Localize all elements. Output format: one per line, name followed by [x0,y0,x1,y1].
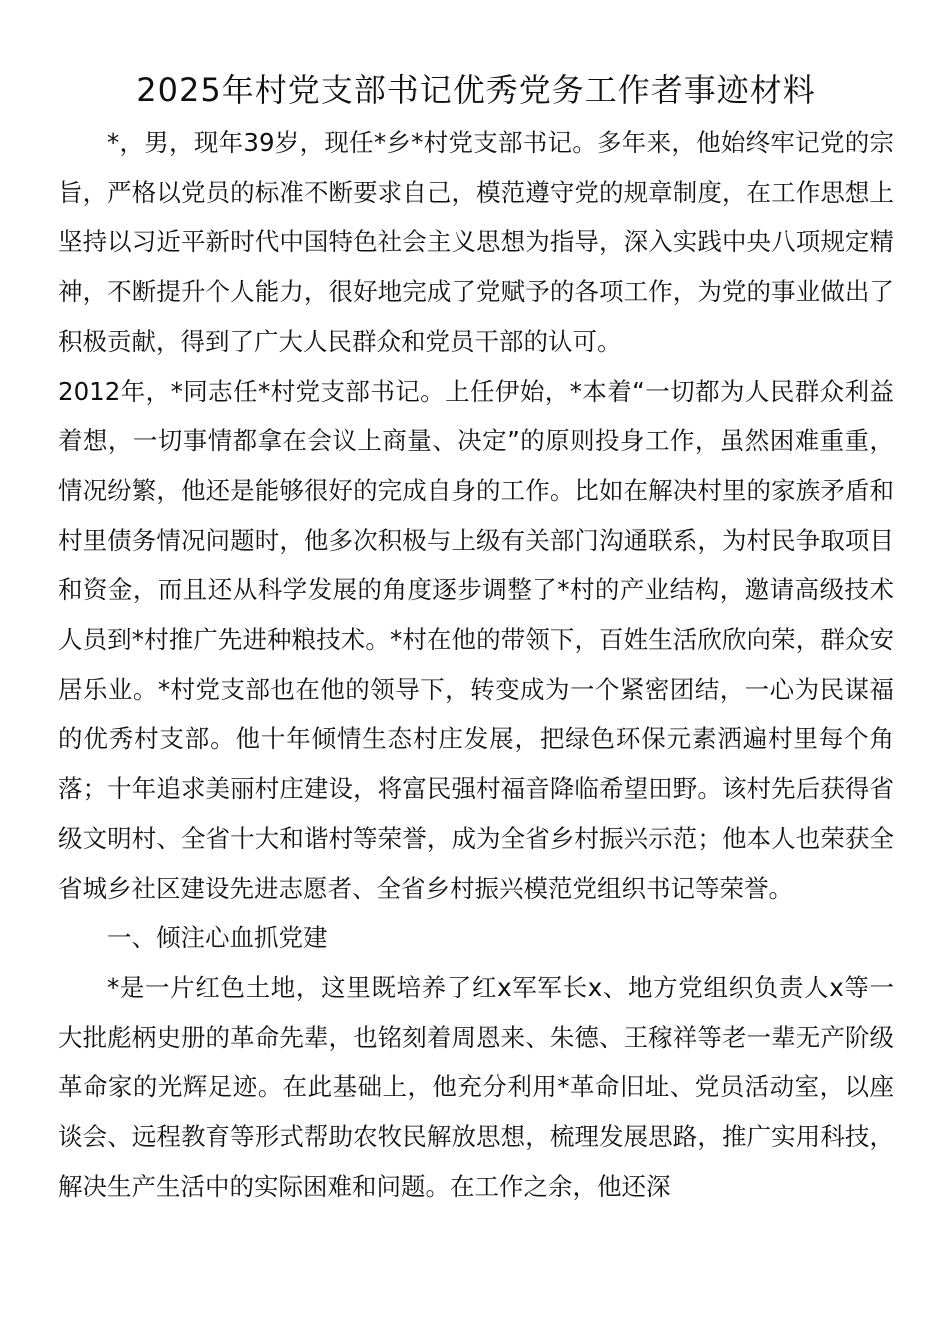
paragraph-intro: *，男，现年39岁，现任*乡*村党支部书记。多年来，他始终牢记党的宗旨，严格以党员的标准不断要求自己，模范遵守党的规章制度，在工作思想上坚持以习近平新时代中国特色社会主义思想为指导，深入实践中央八项规定精神，不断提升个人能力，很好地完成了党赋予的各项工作，为党的事业做出了积极贡献，得到了广大人民群众和党员干部的认可。 [58,128,894,356]
document-title: 2025年村党支部书记优秀党务工作者事迹材料 [136,71,816,109]
document-page [58,64,894,1211]
section-heading-party-building: 一、倾注心血抓党建 [107,923,328,953]
paragraph-red-land: *是一片红色土地，这里既培养了红x军军长x、地方党组织负责人x等一大批彪柄史册的革命先辈，也铭刻着周恩来、朱德、王稼祥等老一辈无产阶级革命家的光辉足迹。在此基础上，他充分利用*革命旧址、党员活动室，以座谈会、远程教育等形式帮助农牧民解放思想，梳理发展思路，推广实用科技，解决生产生活中的实际困难和问题。在工作之余，他还深 [58,972,894,1201]
paragraph-2012: 2012年，*同志任*村党支部书记。上任伊始，*本着“一切都为人民群众利益着想，一切事情都拿在会议上商量、决定”的原则投身工作，虽然困难重重，情况纷繁，他还是能够很好的完成自身的工作。比如在解决村里的家族矛盾和村里债务情况问题时，他多次积极与上级有关部门沟通联系，为村民争取项目和资金，而且还从科学发展的角度逐步调整了*村的产业结构，邀请高级技术人员到*村推广先进种粮技术。*村在他的带领下，百姓生活欣欣向荣，群众安居乐业。*村党支部也在他的领导下，转变成为一个紧密团结，一心为民谋福的优秀村支部。他十年倾情生态村庄发展，把绿色环保元素洒遍村里每个角落；十年追求美丽村庄建设，将富民强村福音降临希望田野。该村先后获得省级文明村、全省十大和谐村等荣誉，成为全省乡村振兴示范；他本人也荣获全省城乡社区建设先进志愿者、全省乡村振兴模范党组织书记等荣誉。 [58,376,894,903]
